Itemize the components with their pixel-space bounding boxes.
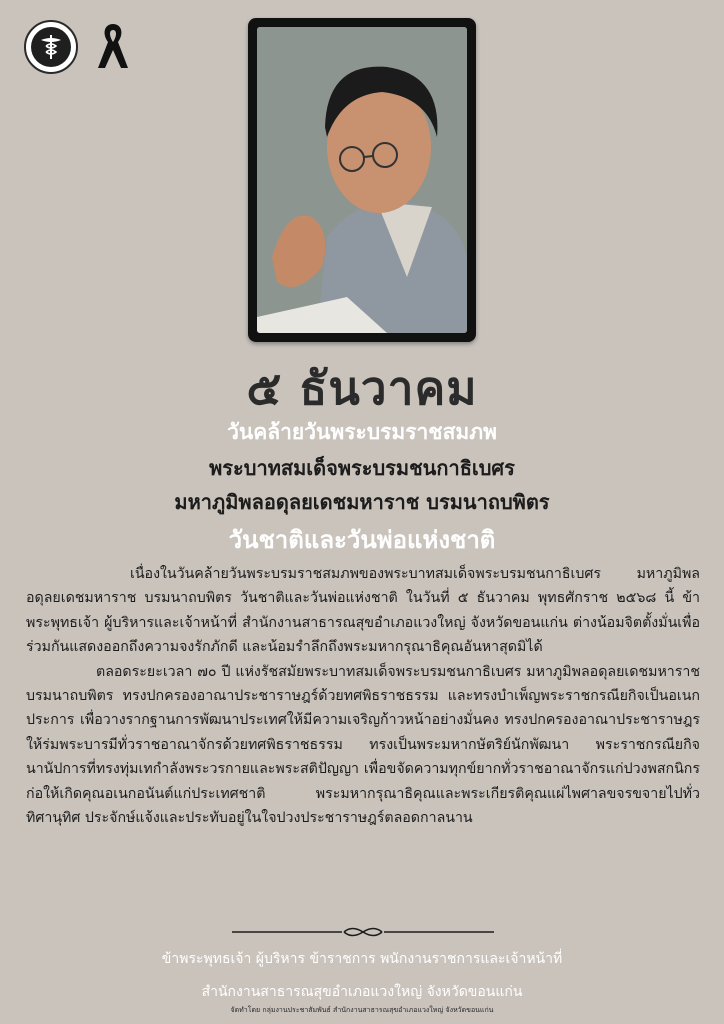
portrait-illustration	[257, 27, 467, 333]
black-ribbon-icon	[94, 20, 132, 72]
tribute-paragraph-1: เนื่องในวันคล้ายวันพระบรมราชสมภพของพระบาทสมเด็จพระบรมชนกาธิเบศร มหาภูมิพลอดุลยเดชมหาราช บรมนาถบพิตร วันชาติและวันพ่อแห่งชาติ ในวันที่ ๕ ธันวาคม พุทธศักราช ๒๕๖๘ นี้ ข้าพระพุทธเจ้า ผู้บริหารและเจ้าหน้าที่ สำนักงานสาธารณสุขอำเภอแวงใหญ่ จังหวัดขอนแก่น ต่างน้อมจิตตั้งมั่นเพื่อร่วมกันแสดงออกถึงความจงรักภักดี และน้อมรำลึกถึงพระมหากรุณาธิคุณอันหาสุดมิได้	[26, 566, 700, 656]
ministry-seal-icon	[24, 20, 78, 74]
signature-line-2: สำนักงานสาธารณสุขอำเภอแวงใหญ่ จังหวัดขอนแก่น	[201, 984, 523, 1000]
caduceus-icon	[36, 32, 66, 62]
credit-line: จัดทำโดย กลุ่มงานประชาสัมพันธ์ สำนักงานสาธารณสุขอำเภอแวงใหญ่ จังหวัดขอนแก่น	[230, 1006, 494, 1014]
king-name-line: มหาภูมิพลอดุลยเดชมหาราช บรมนาถบพิตร	[174, 490, 550, 514]
tribute-text	[26, 562, 700, 830]
signature-line-1: ข้าพระพุทธเจ้า ผู้บริหาร ข้าราชการ พนักงานราชการและเจ้าหน้าที่	[161, 951, 563, 967]
anniversary-title: วันคล้ายวันพระบรมราชสมภพ	[227, 420, 497, 444]
date-heading: ๕ ธันวาคม	[246, 361, 478, 415]
king-title-line: พระบาทสมเด็จพระบรมชนกาธิเบศร	[209, 456, 515, 480]
national-day-title: วันชาติและวันพ่อแห่งชาติ	[228, 526, 496, 554]
ornamental-divider	[232, 925, 494, 939]
portrait-frame	[248, 18, 476, 342]
royal-portrait-image	[257, 27, 467, 333]
tribute-paragraph-2: ตลอดระยะเวลา ๗๐ ปี แห่งรัชสมัยพระบาทสมเด็จพระบรมชนกาธิเบศร มหาภูมิพลอดุลยเดชมหาราช บรมนาถบพิตร ทรงปกครองอาณาประชาราษฎร์ด้วยทศพิธราชธรรม และทรงบำเพ็ญพระราชกรณียกิจเป็นอเนกประการ เพื่อวางรากฐานการพัฒนาประเทศให้มีความเจริญก้าวหน้าอย่างมั่นคง ทรงปกครองอาณาประชาราษฎรให้ร่มพระบารมีทั่วราชอาณาจักรด้วยทศพิธราชธรรม ทรงเป็นพระมหากษัตริย์นักพัฒนา พระราชกรณียกิจนานัปการที่ทรงทุ่มเทกำลังพระวรกายและพระสติปัญญา เพื่อขจัดความทุกข์ยากทั่วราชอาณาจักรแก่ปวงพสกนิกร ก่อให้เกิดคุณอเนกอนันต์แก่ประเทศชาติ พระมหากรุณาธิคุณและพระเกียรติคุณแผ่ไพศาลขจรขจายไปทั่วทิศานุทิศ ประจักษ์แจ้งและประทับอยู่ในใจปวงประชาราษฎร์ตลอดกาลนาน	[26, 663, 700, 827]
